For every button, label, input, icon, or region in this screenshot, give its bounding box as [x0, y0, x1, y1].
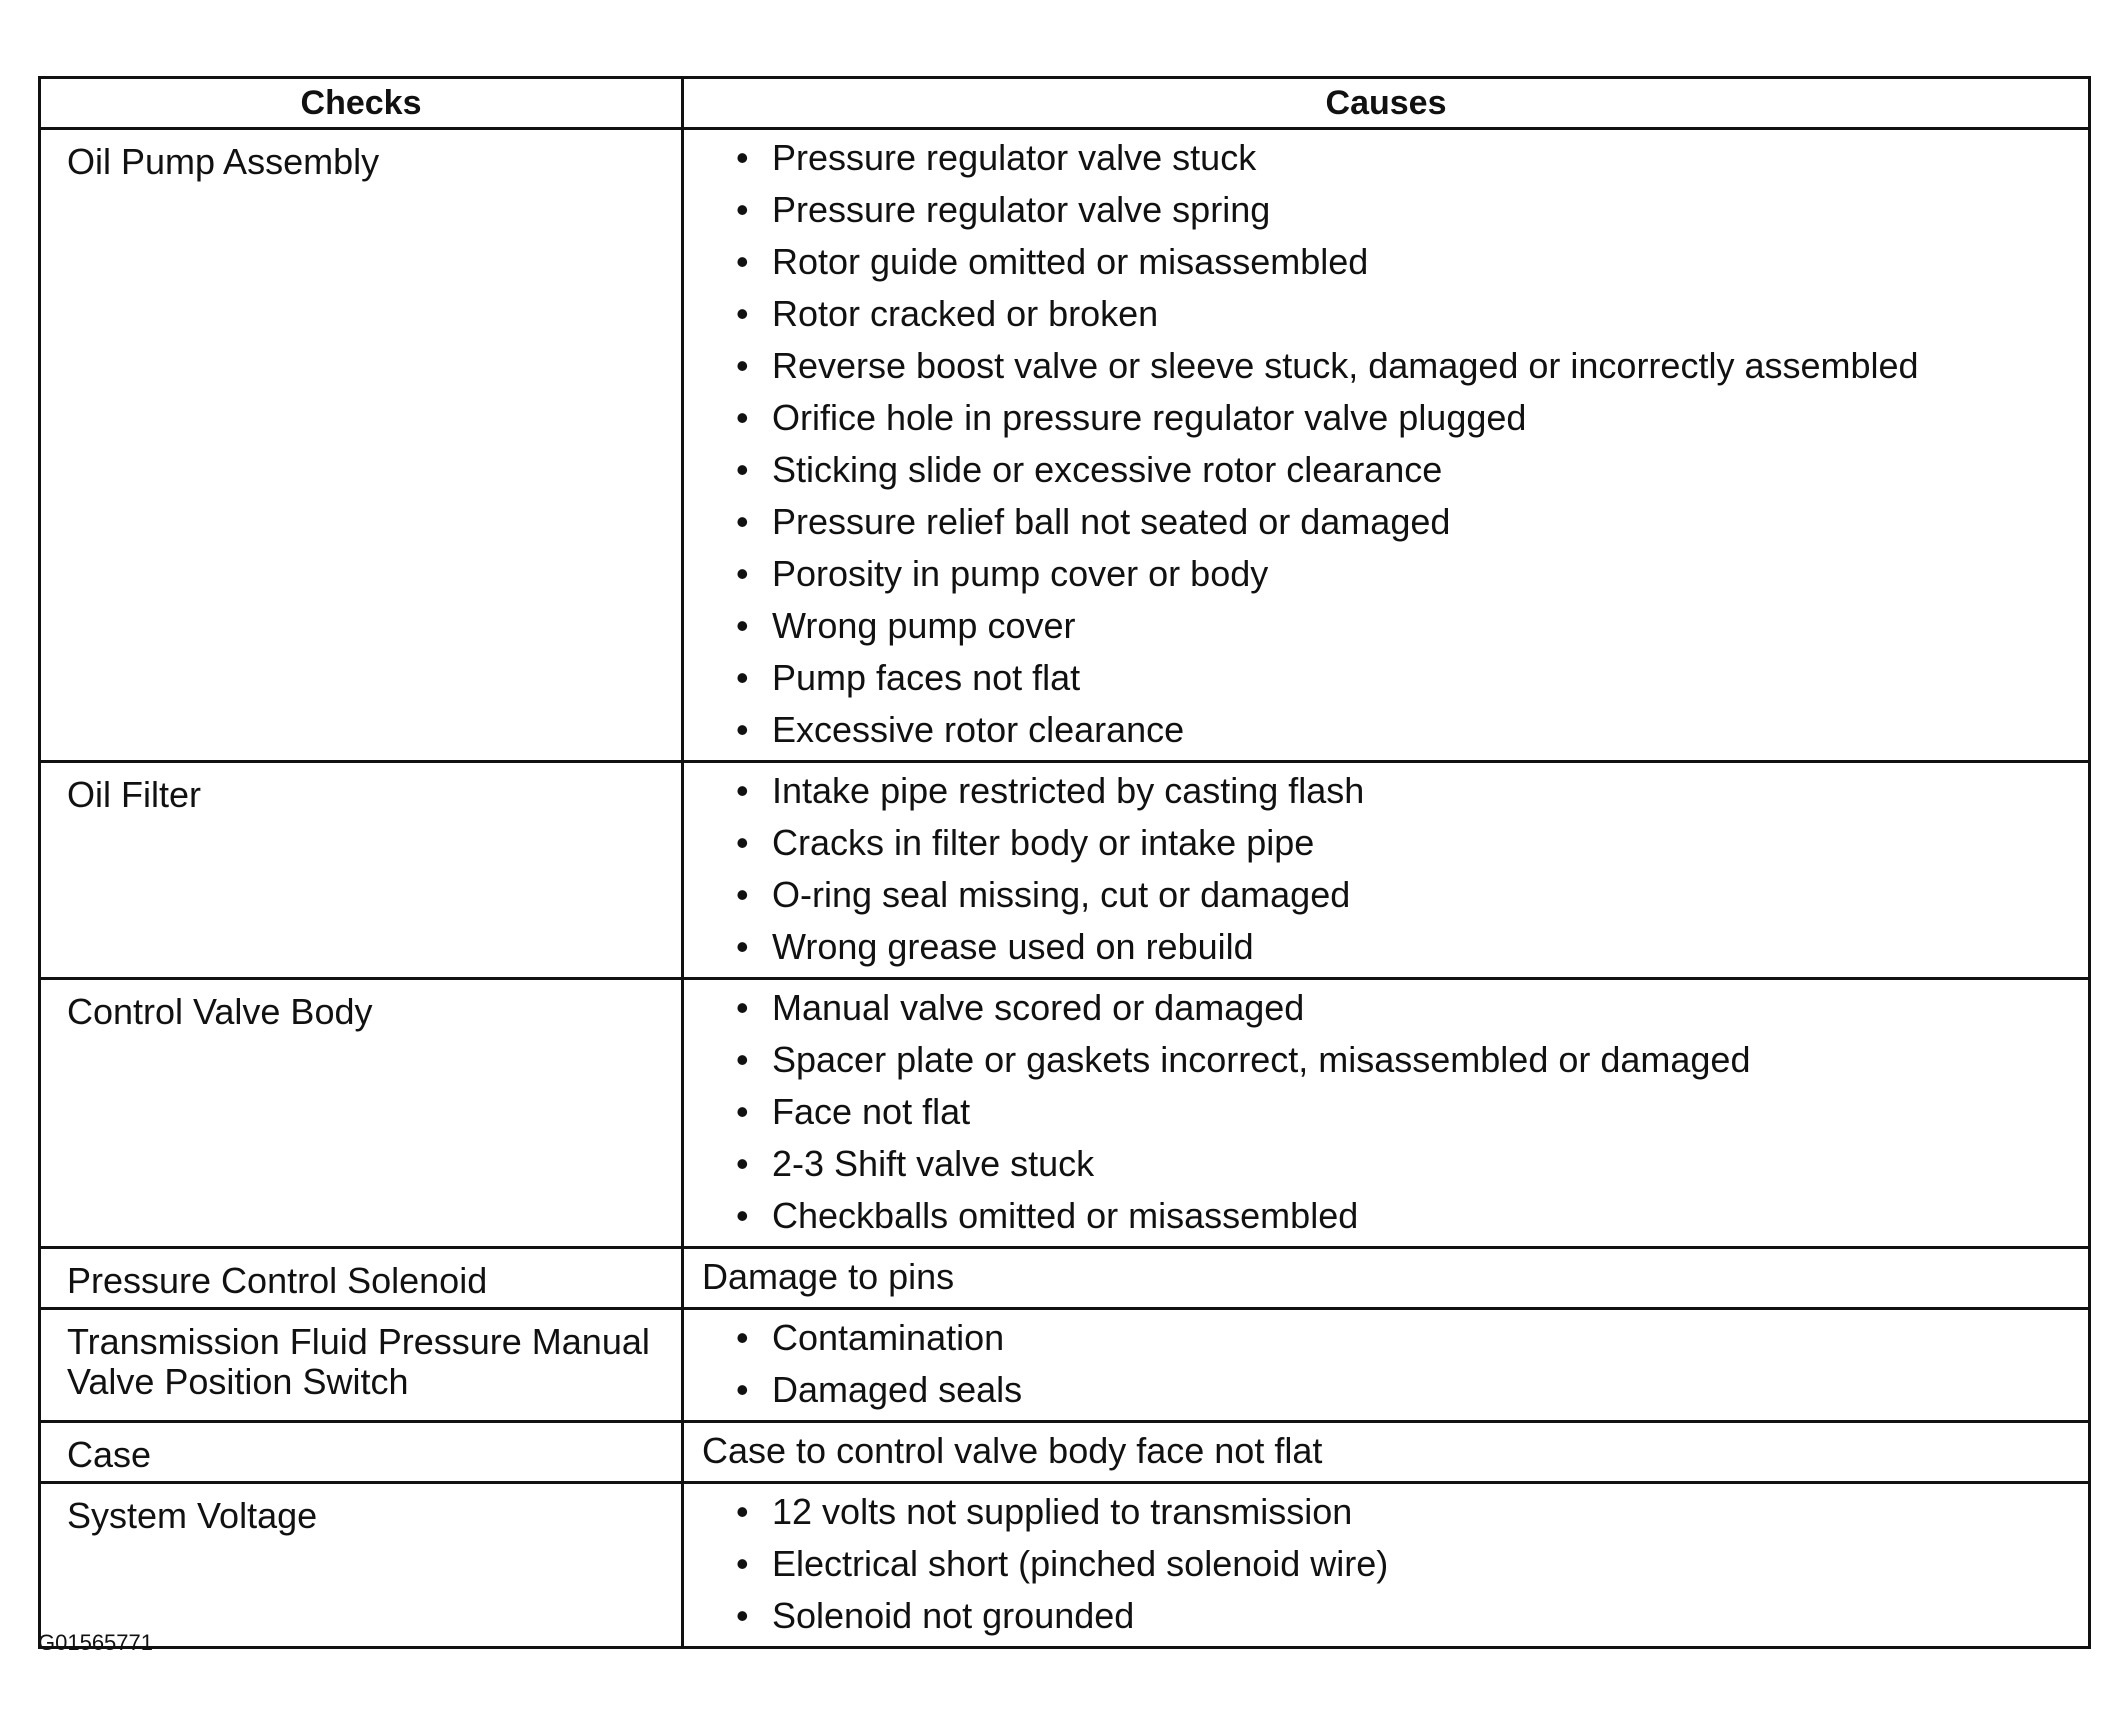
table-row [40, 1248, 2090, 1309]
cause-item: • Solenoid not grounded [684, 1590, 2076, 1642]
cause-item: • Manual valve scored or damaged [684, 982, 2076, 1034]
check-cell: Case [40, 1422, 683, 1483]
check-cell: System Voltage [40, 1483, 683, 1648]
cause-item: • Reverse boost valve or sleeve stuck, damaged or incorrectly assembled [684, 340, 2076, 392]
cause-cell [683, 762, 2090, 979]
figure-id: G01565771 [38, 1630, 153, 1655]
cause-list [684, 765, 2076, 973]
cause-list [684, 982, 2076, 1242]
cause-item: • Orifice hole in pressure regulator valve plugged [684, 392, 2076, 444]
cause-cell [683, 1309, 2090, 1422]
cause-list [684, 1312, 2076, 1416]
causes-header: Causes [683, 78, 2090, 129]
cause-item: • Spacer plate or gaskets incorrect, misassembled or damaged [684, 1034, 2076, 1086]
cause-item: • Cracks in filter body or intake pipe [684, 817, 2076, 869]
check-cell: Control Valve Body [40, 979, 683, 1248]
cause-item: • Rotor guide omitted or misassembled [684, 236, 2076, 288]
cause-item: • Rotor cracked or broken [684, 288, 2076, 340]
table-row [40, 129, 2090, 762]
cause-item: • O-ring seal missing, cut or damaged [684, 869, 2076, 921]
cause-item: • Intake pipe restricted by casting flash [684, 765, 2076, 817]
check-cell: Oil Pump Assembly [40, 129, 683, 762]
cause-cell: Case to control valve body face not flat [683, 1422, 2090, 1483]
cause-item: • Face not flat [684, 1086, 2076, 1138]
cause-item: • Pump faces not flat [684, 652, 2076, 704]
table-row [40, 1483, 2090, 1648]
cause-item: • Wrong pump cover [684, 600, 2076, 652]
check-cell: Oil Filter [40, 762, 683, 979]
cause-cell: Damage to pins [683, 1248, 2090, 1309]
table-row [40, 979, 2090, 1248]
cause-item: • Excessive rotor clearance [684, 704, 2076, 756]
cause-item: • Pressure regulator valve stuck [684, 132, 2076, 184]
header-row [40, 78, 2090, 129]
checks-header: Checks [40, 78, 683, 129]
table-row [40, 762, 2090, 979]
cause-item: • Damaged seals [684, 1364, 2076, 1416]
cause-list [684, 1486, 2076, 1642]
cause-item: • 2-3 Shift valve stuck [684, 1138, 2076, 1190]
cause-item: • Electrical short (pinched solenoid wire) [684, 1538, 2076, 1590]
cause-item: • Wrong grease used on rebuild [684, 921, 2076, 973]
cause-cell [683, 1483, 2090, 1648]
check-cell: Transmission Fluid Pressure Manual Valve Position Switch [40, 1309, 683, 1422]
cause-item: • 12 volts not supplied to transmission [684, 1486, 2076, 1538]
cause-list [684, 132, 2076, 756]
check-cell: Pressure Control Solenoid [40, 1248, 683, 1309]
checks-causes-table [38, 76, 2091, 1649]
table-row [40, 1309, 2090, 1422]
cause-cell [683, 129, 2090, 762]
cause-item: • Contamination [684, 1312, 2076, 1364]
cause-item: • Pressure regulator valve spring [684, 184, 2076, 236]
cause-cell [683, 979, 2090, 1248]
cause-item: • Checkballs omitted or misassembled [684, 1190, 2076, 1242]
table-body [40, 129, 2090, 1648]
cause-item: • Porosity in pump cover or body [684, 548, 2076, 600]
table-row [40, 1422, 2090, 1483]
cause-item: • Sticking slide or excessive rotor clearance [684, 444, 2076, 496]
cause-item: • Pressure relief ball not seated or damaged [684, 496, 2076, 548]
